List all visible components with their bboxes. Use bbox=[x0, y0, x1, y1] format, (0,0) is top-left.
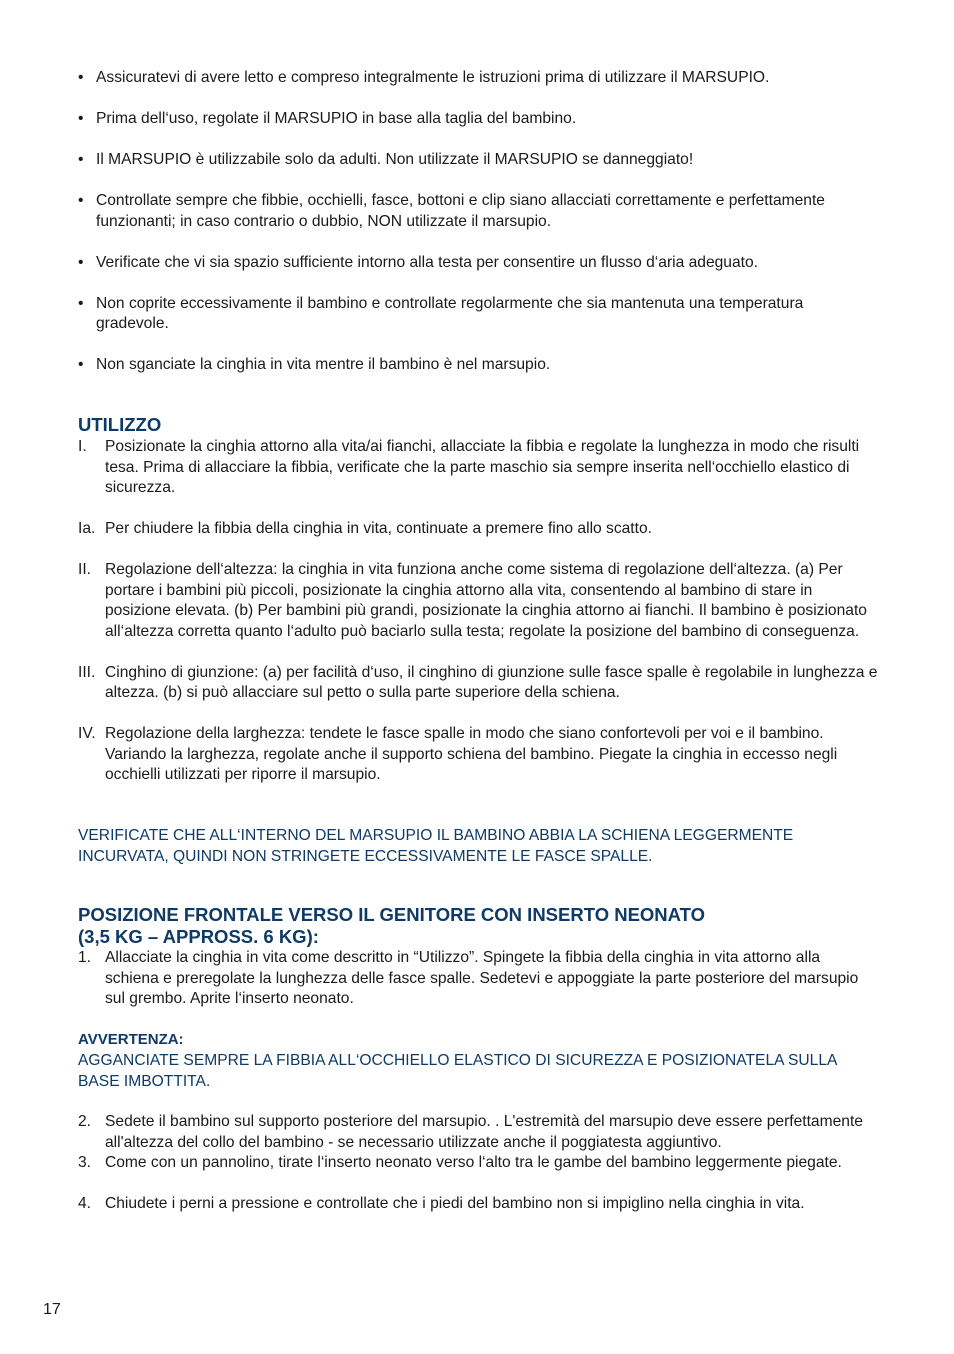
bullet-text: Controllate sempre che fibbie, occhielli, fasce, bottoni e clip siano allacciati correttamente e perfettamente funzionanti; in caso contrario o dubbio, NON utilizzate il marsupio. bbox=[96, 192, 825, 230]
safety-bullet-list bbox=[78, 68, 878, 376]
item-number: III. bbox=[78, 663, 96, 681]
utilizzo-item bbox=[78, 560, 878, 642]
posizione-steps-list bbox=[78, 1112, 878, 1215]
step-number: 4. bbox=[78, 1195, 92, 1212]
posizione-step1-list bbox=[78, 948, 878, 1010]
item-text: Regolazione della larghezza: tendete le fasce spalle in modo che siano confortevoli per voi e il bambino. Variando la larghezza, regolate anche il supporto schiena del bambino. Piegate la cinghia in eccesso negli occhielli utilizzati per riporre il marsupio. bbox=[105, 725, 838, 783]
posizione-step bbox=[78, 948, 878, 1010]
bullet-text: Verificate che vi sia spazio sufficiente intorno alla testa per consentire un flusso d‘aria adeguato. bbox=[96, 253, 758, 271]
posizione-heading-line1: POSIZIONE FRONTALE VERSO IL GENITORE CON INSERTO NEONATO bbox=[78, 904, 706, 925]
utilizzo-item bbox=[78, 724, 878, 786]
utilizzo-heading: UTILIZZO bbox=[78, 414, 162, 435]
utilizzo-notice: VERIFICATE CHE ALL‘INTERNO DEL MARSUPIO IL BAMBINO ABBIA LA SCHIENA LEGGERMENTE INCURVATA, QUINDI NON STRINGETE ECCESSIVAMENTE LE FASCE SPALLE. bbox=[78, 827, 794, 865]
item-text: Regolazione dell‘altezza: la cinghia in vita funziona anche come sistema di regolazione dell‘altezza. (a) Per portare i bambini più piccoli, posizionate la cinghia attorno alla vita, consentendo al bambino di stare in posizione elevata. (b) Per bambini più grandi, posizionate la cinghia attorno ai fianchi. Il bambino è posizionato all‘altezza corretta quanto l‘adulto può baciarlo sulla testa; regolate la posizione del bambino di conseguenza. bbox=[105, 561, 867, 640]
bullet-item bbox=[78, 68, 878, 89]
item-number: I. bbox=[78, 438, 87, 455]
step-number: 1. bbox=[78, 949, 92, 966]
utilizzo-list bbox=[78, 437, 878, 786]
step-number: 3. bbox=[78, 1154, 92, 1171]
posizione-step bbox=[78, 1194, 878, 1215]
warning-title: AVVERTENZA: bbox=[78, 1031, 184, 1048]
bullet-text: Assicuratevi di avere letto e compreso integralmente le istruzioni prima di utilizzare il MARSUPIO. bbox=[96, 69, 770, 86]
posizione-heading-line2: (3,5 KG – APPROSS. 6 KG): bbox=[78, 926, 319, 947]
bullet-dot: • bbox=[78, 192, 84, 209]
step-text: Sedete il bambino sul supporto posteriore del marsupio. . L'estremità del marsupio deve essere perfettamente all'altezza del collo del bambino - se necessario utilizzate anche il poggiatesta aggiuntivo. bbox=[105, 1113, 863, 1151]
posizione-heading bbox=[78, 904, 898, 948]
bullet-item bbox=[78, 150, 878, 171]
step-number: 2. bbox=[78, 1113, 92, 1130]
item-number: II. bbox=[78, 561, 91, 578]
bullet-dot: • bbox=[78, 69, 84, 86]
utilizzo-item bbox=[78, 519, 878, 540]
bullet-dot: • bbox=[78, 294, 84, 312]
bullet-dot: • bbox=[78, 110, 84, 127]
posizione-step bbox=[78, 1153, 878, 1174]
bullet-text: Non sganciate la cinghia in vita mentre il bambino è nel marsupio. bbox=[96, 356, 551, 373]
item-number: IV. bbox=[78, 725, 96, 742]
item-text: Cinghino di giunzione: (a) per facilità d‘uso, il cinghino di giunzione sulle fasce spalle è regolabile in lunghezza e altezza. (b) si può allacciare sul petto o sulla parte superiore della schiena. bbox=[105, 663, 878, 701]
step-text: Chiudete i perni a pressione e controllate che i piedi del bambino non si impiglino nella cinghia in vita. bbox=[105, 1195, 805, 1212]
step-text: Allacciate la cinghia in vita come descritto in “Utilizzo”. Spingete la fibbia della cinghia in vita attorno alla schiena e preregolate la lunghezza delle fasce spalle. Sedetevi e appoggiate la parte posteriore del marsupio sul grembo. Aprite l‘inserto neonato. bbox=[105, 949, 859, 1007]
bullet-item bbox=[78, 109, 878, 130]
bullet-item bbox=[78, 294, 878, 335]
utilizzo-item bbox=[78, 437, 878, 499]
bullet-item bbox=[78, 253, 878, 274]
bullet-text: Non coprite eccessivamente il bambino e controllate regolarmente che sia mantenuta una temperatura gradevole. bbox=[96, 294, 804, 332]
warning-text: AGGANCIATE SEMPRE LA FIBBIA ALL‘OCCHIELLO ELASTICO DI SICUREZZA E POSIZIONATELA SULLA BASE IMBOTTITA. bbox=[78, 1052, 837, 1090]
bullet-dot: • bbox=[78, 356, 84, 373]
bullet-text: Il MARSUPIO è utilizzabile solo da adulti. Non utilizzate il MARSUPIO se danneggiato! bbox=[96, 151, 694, 168]
posizione-step bbox=[78, 1112, 878, 1153]
item-text: Per chiudere la fibbia della cinghia in vita, continuate a premere fino allo scatto. bbox=[105, 520, 652, 537]
bullet-item bbox=[78, 355, 878, 376]
utilizzo-item bbox=[78, 663, 878, 704]
item-number: Ia. bbox=[78, 520, 96, 537]
bullet-dot: • bbox=[78, 151, 84, 168]
bullet-text: Prima dell‘uso, regolate il MARSUPIO in base alla taglia del bambino. bbox=[96, 110, 577, 127]
page-number: 17 bbox=[43, 1301, 61, 1318]
bullet-item bbox=[78, 191, 878, 232]
step-text: Come con un pannolino, tirate l‘inserto neonato verso l‘alto tra le gambe del bambino leggermente piegate. bbox=[105, 1154, 842, 1171]
item-text: Posizionate la cinghia attorno alla vita/ai fianchi, allacciate la fibbia e regolate la lunghezza in modo che risulti tesa. Prima di allacciare la fibbia, verificate che la parte maschio sia sempre inserita nell‘occhiello elastico di sicurezza. bbox=[105, 438, 860, 496]
bullet-dot: • bbox=[78, 253, 84, 271]
